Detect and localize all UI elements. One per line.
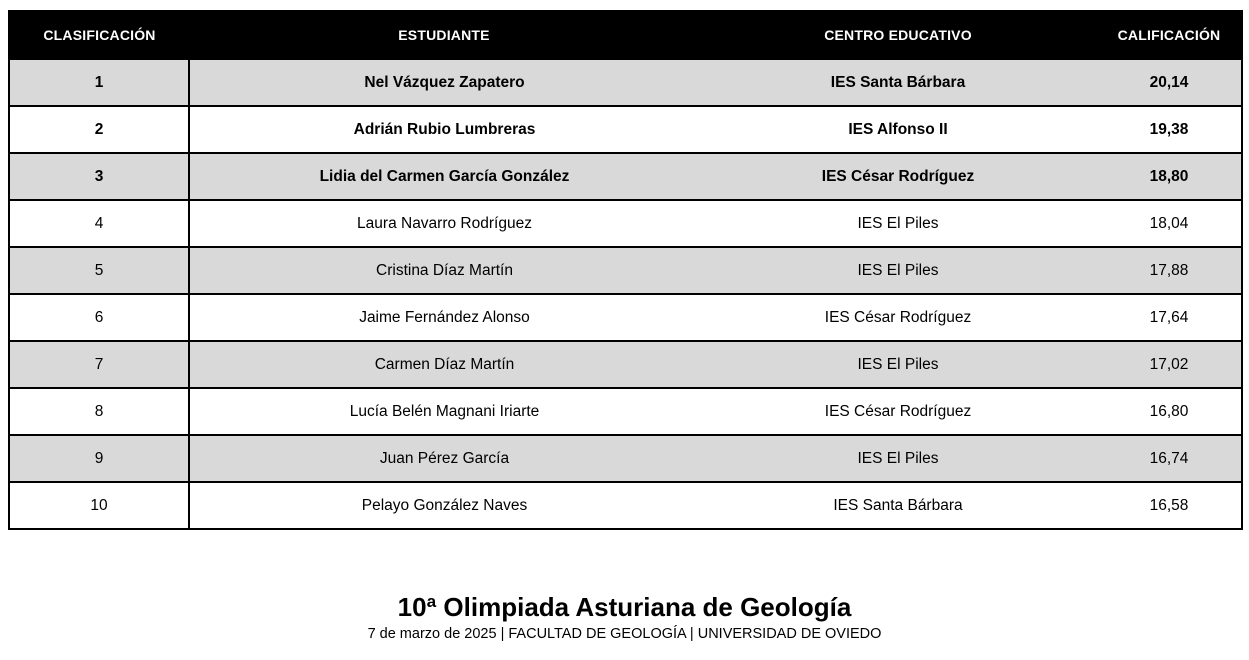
student-cell: Carmen Díaz Martín	[189, 341, 699, 388]
school-cell: IES Santa Bárbara	[699, 59, 1097, 106]
table-row	[9, 200, 1242, 247]
table-row	[9, 106, 1242, 153]
school-cell: IES El Piles	[699, 435, 1097, 482]
table-row	[9, 388, 1242, 435]
column-header-clasificacion: CLASIFICACIÓN	[9, 11, 189, 59]
score-cell: 20,14	[1097, 59, 1242, 106]
rank-cell: 4	[9, 200, 189, 247]
school-cell: IES El Piles	[699, 200, 1097, 247]
school-cell: IES Santa Bárbara	[699, 482, 1097, 529]
score-cell: 16,80	[1097, 388, 1242, 435]
student-cell: Jaime Fernández Alonso	[189, 294, 699, 341]
student-cell: Adrián Rubio Lumbreras	[189, 106, 699, 153]
rank-cell: 1	[9, 59, 189, 106]
score-cell: 17,02	[1097, 341, 1242, 388]
column-header-centro: CENTRO EDUCATIVO	[699, 11, 1097, 59]
score-cell: 19,38	[1097, 106, 1242, 153]
student-cell: Nel Vázquez Zapatero	[189, 59, 699, 106]
column-header-estudiante: ESTUDIANTE	[189, 11, 699, 59]
event-title: 10ª Olimpiada Asturiana de Geología	[397, 592, 852, 622]
rank-cell: 3	[9, 153, 189, 200]
school-cell: IES César Rodríguez	[699, 153, 1097, 200]
table-row	[9, 341, 1242, 388]
rank-cell: 10	[9, 482, 189, 529]
table-row	[9, 294, 1242, 341]
rank-cell: 7	[9, 341, 189, 388]
school-cell: IES El Piles	[699, 341, 1097, 388]
student-cell: Cristina Díaz Martín	[189, 247, 699, 294]
table-row	[9, 247, 1242, 294]
score-cell: 17,88	[1097, 247, 1242, 294]
table-row	[9, 482, 1242, 529]
score-cell: 18,04	[1097, 200, 1242, 247]
event-subtitle: 7 de marzo de 2025 | FACULTAD DE GEOLOGÍA | UNIVERSIDAD DE OVIEDO	[367, 626, 882, 642]
student-cell: Lidia del Carmen García González	[189, 153, 699, 200]
table-row	[9, 435, 1242, 482]
results-table	[8, 10, 1243, 530]
student-cell: Lucía Belén Magnani Iriarte	[189, 388, 699, 435]
score-cell: 16,74	[1097, 435, 1242, 482]
student-cell: Laura Navarro Rodríguez	[189, 200, 699, 247]
results-table-header	[9, 11, 1242, 59]
table-row	[9, 59, 1242, 106]
column-header-calificacion: CALIFICACIÓN	[1097, 11, 1242, 59]
results-table-body	[9, 59, 1242, 529]
school-cell: IES Alfonso II	[699, 106, 1097, 153]
rank-cell: 6	[9, 294, 189, 341]
student-cell: Juan Pérez García	[189, 435, 699, 482]
school-cell: IES El Piles	[699, 247, 1097, 294]
rank-cell: 8	[9, 388, 189, 435]
school-cell: IES César Rodríguez	[699, 388, 1097, 435]
rank-cell: 2	[9, 106, 189, 153]
score-cell: 16,58	[1097, 482, 1242, 529]
school-cell: IES César Rodríguez	[699, 294, 1097, 341]
student-cell: Pelayo González Naves	[189, 482, 699, 529]
table-row	[9, 153, 1242, 200]
score-cell: 17,64	[1097, 294, 1242, 341]
header-row	[9, 11, 1242, 59]
score-cell: 18,80	[1097, 153, 1242, 200]
rank-cell: 9	[9, 435, 189, 482]
event-footer	[0, 592, 1249, 644]
rank-cell: 5	[9, 247, 189, 294]
